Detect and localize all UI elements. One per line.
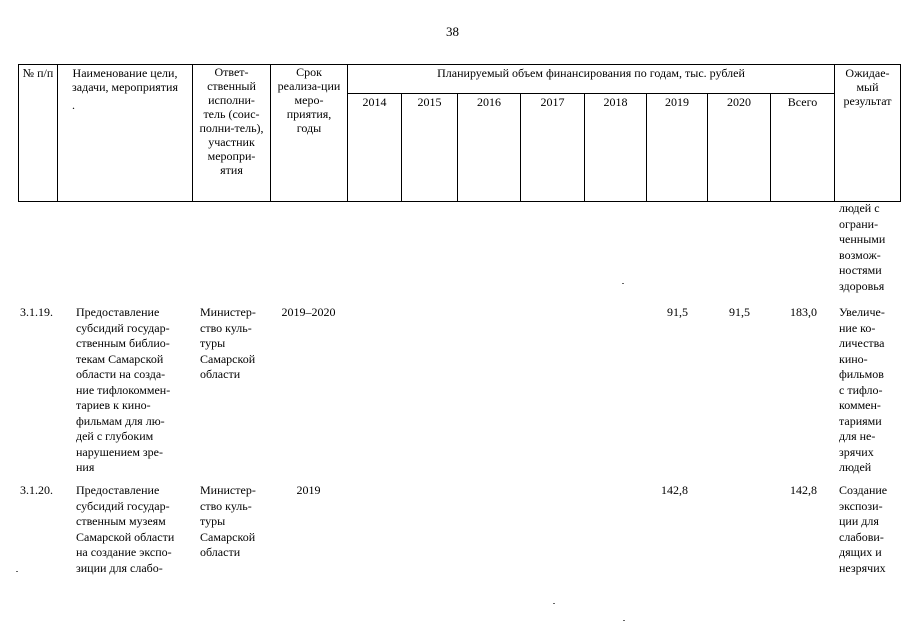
result-line: возмож-: [839, 247, 881, 262]
result-line: ние ко-: [839, 320, 876, 335]
name-line: Предоставление: [76, 305, 160, 319]
name-line: на создание экспо-: [76, 545, 172, 559]
row-value-total: 142,8: [790, 483, 817, 497]
header-name: [58, 65, 193, 202]
name-line: ственным библио-: [76, 336, 170, 350]
result-line: здоровья: [839, 278, 885, 293]
result-line: дящих и: [839, 545, 882, 559]
row-value-2019: 91,5: [667, 305, 688, 319]
result-line: с тифло-: [839, 382, 883, 397]
scan-speck: [16, 571, 18, 572]
scan-speck: [623, 620, 625, 621]
row-term: 2019: [296, 483, 321, 497]
result-line: ченными: [839, 232, 886, 246]
resp-line: области: [200, 367, 241, 381]
resp-line: ство куль-: [200, 498, 252, 513]
result-line: тариями: [839, 413, 882, 428]
result-line: ностями: [839, 263, 882, 277]
result-line: зрячих: [839, 444, 874, 459]
header-year-2014: 2014: [348, 94, 402, 202]
resp-line: Министер-: [200, 305, 256, 319]
page-number: 38: [446, 24, 459, 39]
resp-line: области: [200, 545, 241, 559]
resp-line: туры: [200, 336, 226, 350]
result-line: кино-: [839, 351, 868, 366]
row-value-2020: 91,5: [729, 305, 750, 319]
name-line: тариев к кино-: [76, 398, 151, 412]
row-responsible: [200, 483, 268, 561]
continuation-result: [839, 201, 899, 294]
header-year-2020: 2020: [708, 94, 771, 202]
name-line: области на созда-: [76, 367, 166, 381]
header-name-text: Наименование цели, задачи, мероприятия: [72, 66, 178, 94]
resp-line: ство куль-: [200, 320, 252, 335]
result-line: личества: [839, 336, 885, 350]
result-line: фильмов: [839, 367, 884, 381]
resp-line: Самарской: [200, 529, 256, 544]
header-result: Ожидае-мый результат: [835, 65, 901, 202]
row-value-2019: 142,8: [661, 483, 688, 497]
table-header: [18, 64, 901, 202]
result-line: Увеличе-: [839, 305, 885, 319]
header-year-2017: 2017: [521, 94, 585, 202]
result-line: для не-: [839, 429, 876, 443]
resp-line: Самарской: [200, 351, 256, 366]
header-responsible: Ответ-ственный исполни-тель (соис-полни-тель), участник меропри-ятия: [193, 65, 271, 202]
header-year-2016: 2016: [458, 94, 521, 202]
result-line: слабови-: [839, 529, 884, 544]
header-year-2015: 2015: [402, 94, 458, 202]
result-line: экспози-: [839, 498, 883, 513]
result-line: Создание: [839, 483, 888, 497]
name-line: нарушением зре-: [76, 444, 163, 459]
result-line: коммен-: [839, 398, 881, 412]
row-number: 3.1.19.: [20, 305, 53, 319]
row-name: [76, 305, 191, 476]
name-line: ственным музеям: [76, 514, 166, 528]
name-line: Самарской области: [76, 529, 175, 544]
row-value-total: 183,0: [790, 305, 817, 319]
header-financing: Планируемый объем финансирования по годам, тыс. рублей: [348, 65, 835, 94]
header-year-2019: 2019: [647, 94, 708, 202]
row-number: 3.1.20.: [20, 483, 53, 497]
result-line: незрячих: [839, 560, 886, 575]
name-line: субсидий государ-: [76, 498, 170, 513]
header-num: № п/п: [19, 65, 58, 202]
name-line: дей с глубоким: [76, 429, 154, 443]
result-line: людей: [839, 460, 872, 474]
name-line: Предоставление: [76, 483, 160, 497]
header-name-dot: .: [72, 98, 75, 112]
header-year-2018: 2018: [585, 94, 647, 202]
resp-line: туры: [200, 514, 226, 528]
name-line: субсидий государ-: [76, 320, 170, 335]
name-line: фильмам для лю-: [76, 413, 165, 428]
name-line: ние тифлокоммен-: [76, 382, 171, 397]
name-line: зиции для слабо-: [76, 560, 163, 575]
result-line: людей с: [839, 201, 880, 215]
result-line: ции для: [839, 514, 879, 528]
name-line: ния: [76, 460, 95, 474]
name-line: текам Самарской: [76, 351, 164, 366]
row-result: [839, 305, 897, 476]
row-name: [76, 483, 191, 576]
scan-speck: [622, 283, 624, 284]
scan-speck: [553, 603, 555, 604]
header-total: Всего: [771, 94, 835, 202]
header-term: Срок реализа-ции меро-приятия, годы: [271, 65, 348, 202]
row-result: [839, 483, 897, 576]
row-term: 2019–2020: [281, 305, 336, 319]
resp-line: Министер-: [200, 483, 256, 497]
result-line: ограни-: [839, 216, 879, 231]
row-responsible: [200, 305, 268, 383]
